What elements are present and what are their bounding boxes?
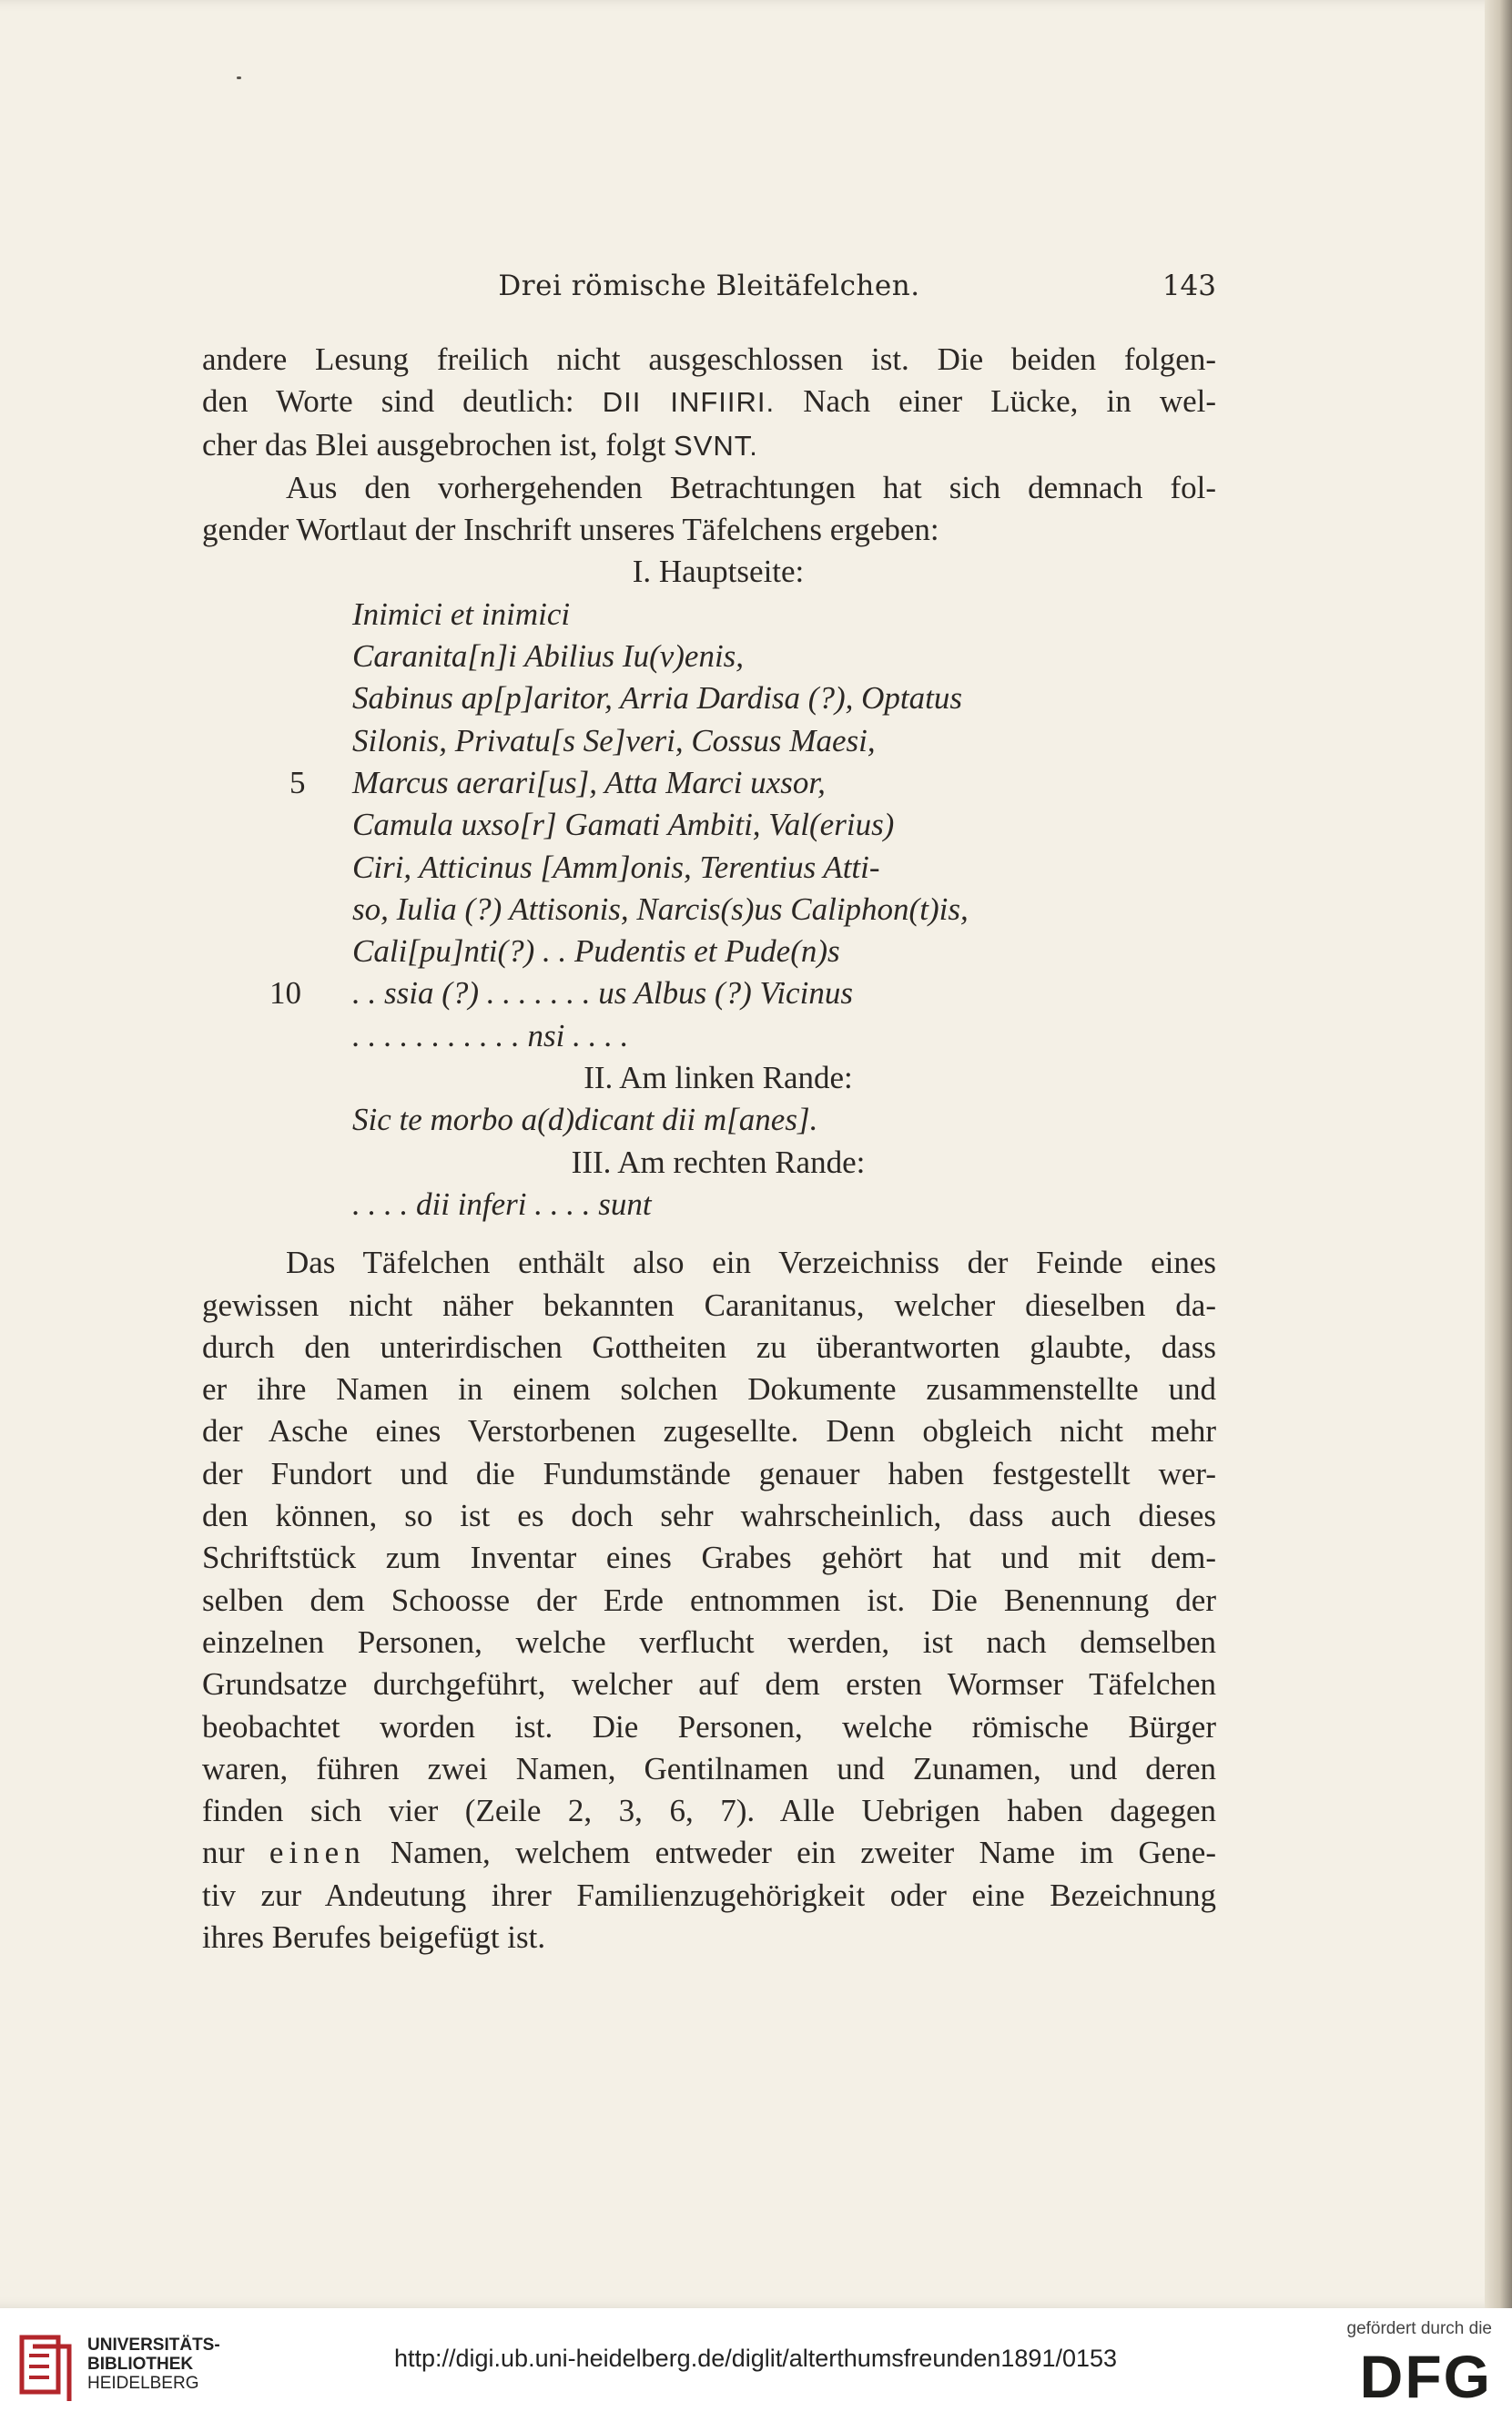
line-number: 5 xyxy=(289,764,306,800)
text-line: den Worte sind deutlich: DII INFIIRI. Nach einer Lücke, in wel- xyxy=(202,383,1217,420)
side-2-heading: II. Am linken Rande: xyxy=(583,1060,853,1096)
inscription-line: Sic te morbo a(d)dicant dii m[anes]. xyxy=(352,1102,818,1138)
text-line: der Asche eines Verstorbenen zugesellte. Denn obgleich nicht mehr xyxy=(202,1413,1216,1450)
paragraph-3 xyxy=(202,1242,1216,1959)
text-line: andere Lesung freilich nicht ausgeschlossen ist. Die beiden folgen- xyxy=(202,341,1216,377)
inscription-caps: DII INFIIRI. xyxy=(602,386,776,419)
text-line: er ihre Namen in einem solchen Dokumente zusammenstellte und xyxy=(202,1371,1216,1408)
text-line: Das Täfelchen enthält also ein Verzeichniss der Feinde eines xyxy=(286,1245,1216,1281)
page-number: 143 xyxy=(1162,270,1216,302)
text-line: gewissen nicht näher bekannten Caranitanus, welcher dieselben da- xyxy=(202,1287,1216,1323)
text-line: finden sich vier (Zeile 2, 3, 6, 7). Alle Uebrigen haben dagegen xyxy=(202,1793,1216,1829)
text-line: der Fundort und die Fundumstände genauer haben festgestellt wer- xyxy=(202,1455,1216,1491)
inscription-line-numbered: 5 Marcus aerari[us], Atta Marci uxsor, xyxy=(202,762,1216,804)
text-line: Aus den vorhergehenden Betrachtungen hat sich demnach fol- xyxy=(286,469,1216,505)
text-line: beobachtet worden ist. Die Personen, welche römische Bürger xyxy=(202,1708,1216,1745)
inscription-line: Inimici et inimici xyxy=(352,595,571,632)
library-name: UNIVERSITÄTS- BIBLIOTHEK HEIDELBERG xyxy=(87,2336,220,2393)
dust-speck xyxy=(237,76,241,79)
spaced-emphasis: einen xyxy=(269,1835,366,1871)
dfg-logo: DFG xyxy=(1359,2343,1492,2410)
viewer-footer xyxy=(0,2308,1512,2422)
text-line: ihres Berufes beigefügt ist. xyxy=(202,1918,546,1955)
inscription-line-numbered: 10 . . ssia (?) . . . . . . . us Albus (?) Vicinus xyxy=(202,972,1216,1014)
side-3-heading: III. Am rechten Rande: xyxy=(571,1144,866,1180)
inscription-line: Cali[pu]nti(?) . . Pudentis et Pude(n)s xyxy=(352,933,840,970)
text-line: cher das Blei ausgebrochen ist, folgt SVNT. xyxy=(202,426,758,463)
inscription-line: Ciri, Atticinus [Amm]onis, Terentius Atti- xyxy=(352,849,880,885)
inscription-transcription xyxy=(202,551,1216,1226)
text-line: nur einen Namen, welchem entweder ein zweiter Name im Gene- xyxy=(202,1835,1216,1871)
inscription-line: . . . . . . . . . . . nsi . . . . xyxy=(352,1017,629,1053)
text-line: den können, so ist es doch sehr wahrscheinlich, dass auch dieses xyxy=(202,1498,1216,1534)
page-body xyxy=(202,339,1216,1959)
inscription-line: so, Iulia (?) Attisonis, Narcis(s)us Caliphon(t)is, xyxy=(352,890,969,927)
text-line: einzelnen Personen, welche verflucht werden, ist nach demselben xyxy=(202,1623,1216,1660)
book-gutter-shadow xyxy=(1485,0,1512,2308)
text-line: gender Wortlaut der Inschrift unseres Täfelchens ergeben: xyxy=(202,512,939,548)
funding-caption: gefördert durch die xyxy=(1346,2319,1492,2338)
permalink-url[interactable]: http://digi.ub.uni-heidelberg.de/diglit/alterthumsfreunden1891/0153 xyxy=(393,2345,1118,2372)
line-number: 10 xyxy=(269,975,301,1012)
inscription-line: Silonis, Privatu[s Se]veri, Cossus Maesi, xyxy=(352,722,876,758)
inscription-line: Camula uxso[r] Gamati Ambiti, Val(erius) xyxy=(352,807,895,843)
university-library-logo-icon xyxy=(13,2328,82,2405)
text-line: durch den unterirdischen Gottheiten zu überantworten glaubte, dass xyxy=(202,1328,1216,1365)
text-line: tiv zur Andeutung ihrer Familienzugehörigkeit oder eine Bezeichnung xyxy=(202,1877,1216,1913)
running-head-title: Drei römische Bleitäfelchen. xyxy=(498,270,920,302)
text-line: waren, führen zwei Namen, Gentilnamen und Zunamen, und deren xyxy=(202,1750,1216,1786)
inscription-caps: SVNT. xyxy=(674,429,758,462)
text-line: Grundsatze durchgeführt, welcher auf dem ersten Wormser Täfelchen xyxy=(202,1666,1216,1703)
text-line: Schriftstück zum Inventar eines Grabes gehört hat und mit dem- xyxy=(202,1540,1216,1576)
paragraph-1 xyxy=(202,339,1216,467)
side-1-heading: I. Hauptseite: xyxy=(632,554,805,590)
inscription-line: . . . . dii inferi . . . . sunt xyxy=(352,1186,652,1222)
inscription-line: Sabinus ap[p]aritor, Arria Dardisa (?), Optatus xyxy=(352,680,962,717)
inscription-line: Caranita[n]i Abilius Iu(v)enis, xyxy=(352,638,745,675)
text-line: selben dem Schoosse der Erde entnommen ist. Die Benennung der xyxy=(202,1582,1216,1618)
paragraph-2 xyxy=(202,467,1216,552)
running-head xyxy=(202,270,1216,306)
